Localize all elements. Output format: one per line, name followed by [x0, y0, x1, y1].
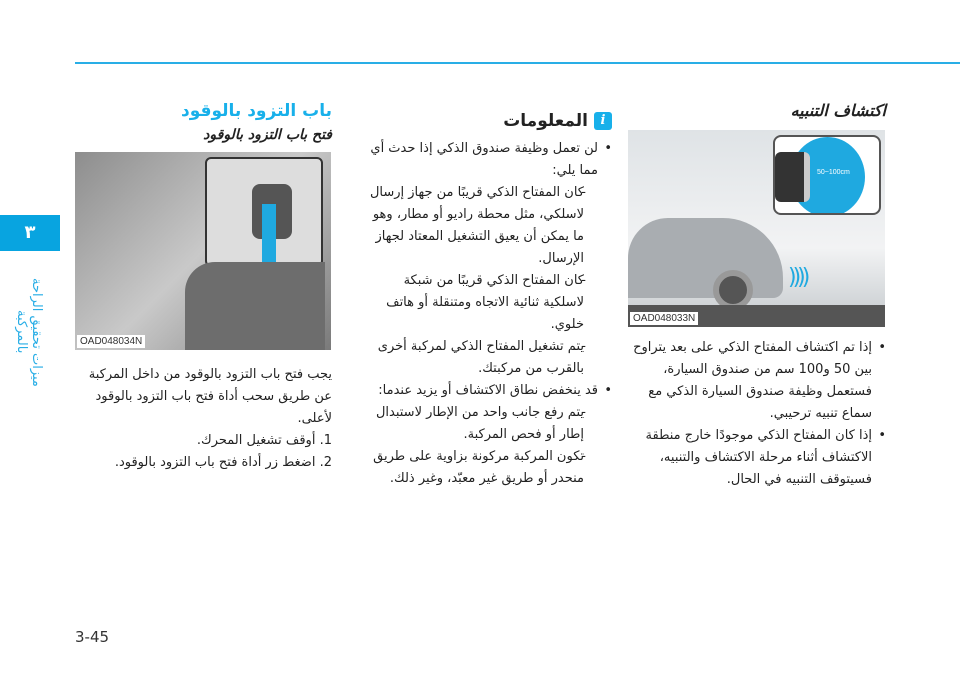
section-heading: باب التزود بالوقود [180, 101, 332, 121]
list-subitem: - تكون المركبة مركونة بزاوية على طريق منحدر أو طريق غير معبّد، وغير ذلك. [368, 446, 598, 490]
figure-label: OAD048033N [630, 312, 698, 325]
list-subitem: - كان المفتاح الذكي قريبًا من شبكة لاسلكية ثنائية الاتجاه ومتنقلة أو هاتف خلوي. [368, 270, 598, 336]
section-warning-detection [628, 100, 886, 122]
fuel-door-release-illustration [75, 152, 331, 350]
step: 1. أوقف تشغيل المحرك. [196, 433, 332, 448]
trunk-detection-illustration [628, 130, 885, 327]
section-heading: المعلومات [503, 111, 588, 131]
fuel-door-section [75, 100, 332, 146]
section-subheading: فتح باب التزود بالوقود [203, 127, 332, 143]
info-icon: i [594, 112, 612, 130]
inset-zoom [773, 135, 881, 215]
section-heading: اكتشاف التنبيه [790, 101, 886, 120]
header-rule [75, 62, 960, 64]
list-item: • إذا كان المفتاح الذكي موجودًا خارج منطقة الاكتشاف أثناء مرحلة الاكتشاف والتنبيه، فسيتوقف التنبيه في الحال. [628, 425, 886, 491]
detection-list [628, 337, 886, 491]
inset-zoom [205, 157, 323, 267]
list-subitem: - يتم تشغيل المفتاح الذكي لمركبة أخرى بالقرب من مركبتك. [368, 336, 598, 380]
distance-label: 50~100cm [817, 169, 850, 176]
info-section [368, 110, 612, 490]
chapter-title: ميزات تحقيق الراحة بالمركبة [14, 277, 44, 387]
page-number: 3-45 [75, 628, 110, 646]
chapter-tab[interactable]: ٣ [0, 215, 60, 251]
list-subitem: - كان المفتاح الذكي قريبًا من جهاز إرسال لاسلكي، مثل محطة راديو أو مطار، وهو ما يمكن أن يعيق التشغيل المعتاد لجهاز الإرسال. [368, 182, 598, 270]
paragraph: يجب فتح باب التزود بالوقود من داخل المركبة عن طريق سحب أداة فتح باب التزود بالوقود لأعلى. [88, 367, 332, 426]
car-icon [628, 218, 783, 298]
list-item: لن تعمل وظيفة صندوق الذكي إذا حدث أي مما يلي: [370, 141, 598, 178]
signal-waves-icon: )))) [788, 265, 807, 290]
list-item: قد ينخفض نطاق الاكتشاف أو يزيد عندما: [378, 383, 598, 398]
list-item: • إذا تم اكتشاف المفتاح الذكي على بعد يتراوح بين 50 و100 سم من صندوق السيارة، فستعمل وظيفة صندوق السيارة الذكي مع سماع تنبيه ترحيبي. [628, 337, 886, 425]
step: 2. اضغط زر أداة فتح باب التزود بالوقود. [114, 455, 332, 470]
list-subitem: - يتم رفع جانب واحد من الإطار لاستبدال إطار أو فحص المركبة. [368, 402, 598, 446]
fuel-lever-icon [262, 204, 276, 264]
figure-label: OAD048034N [77, 335, 145, 348]
